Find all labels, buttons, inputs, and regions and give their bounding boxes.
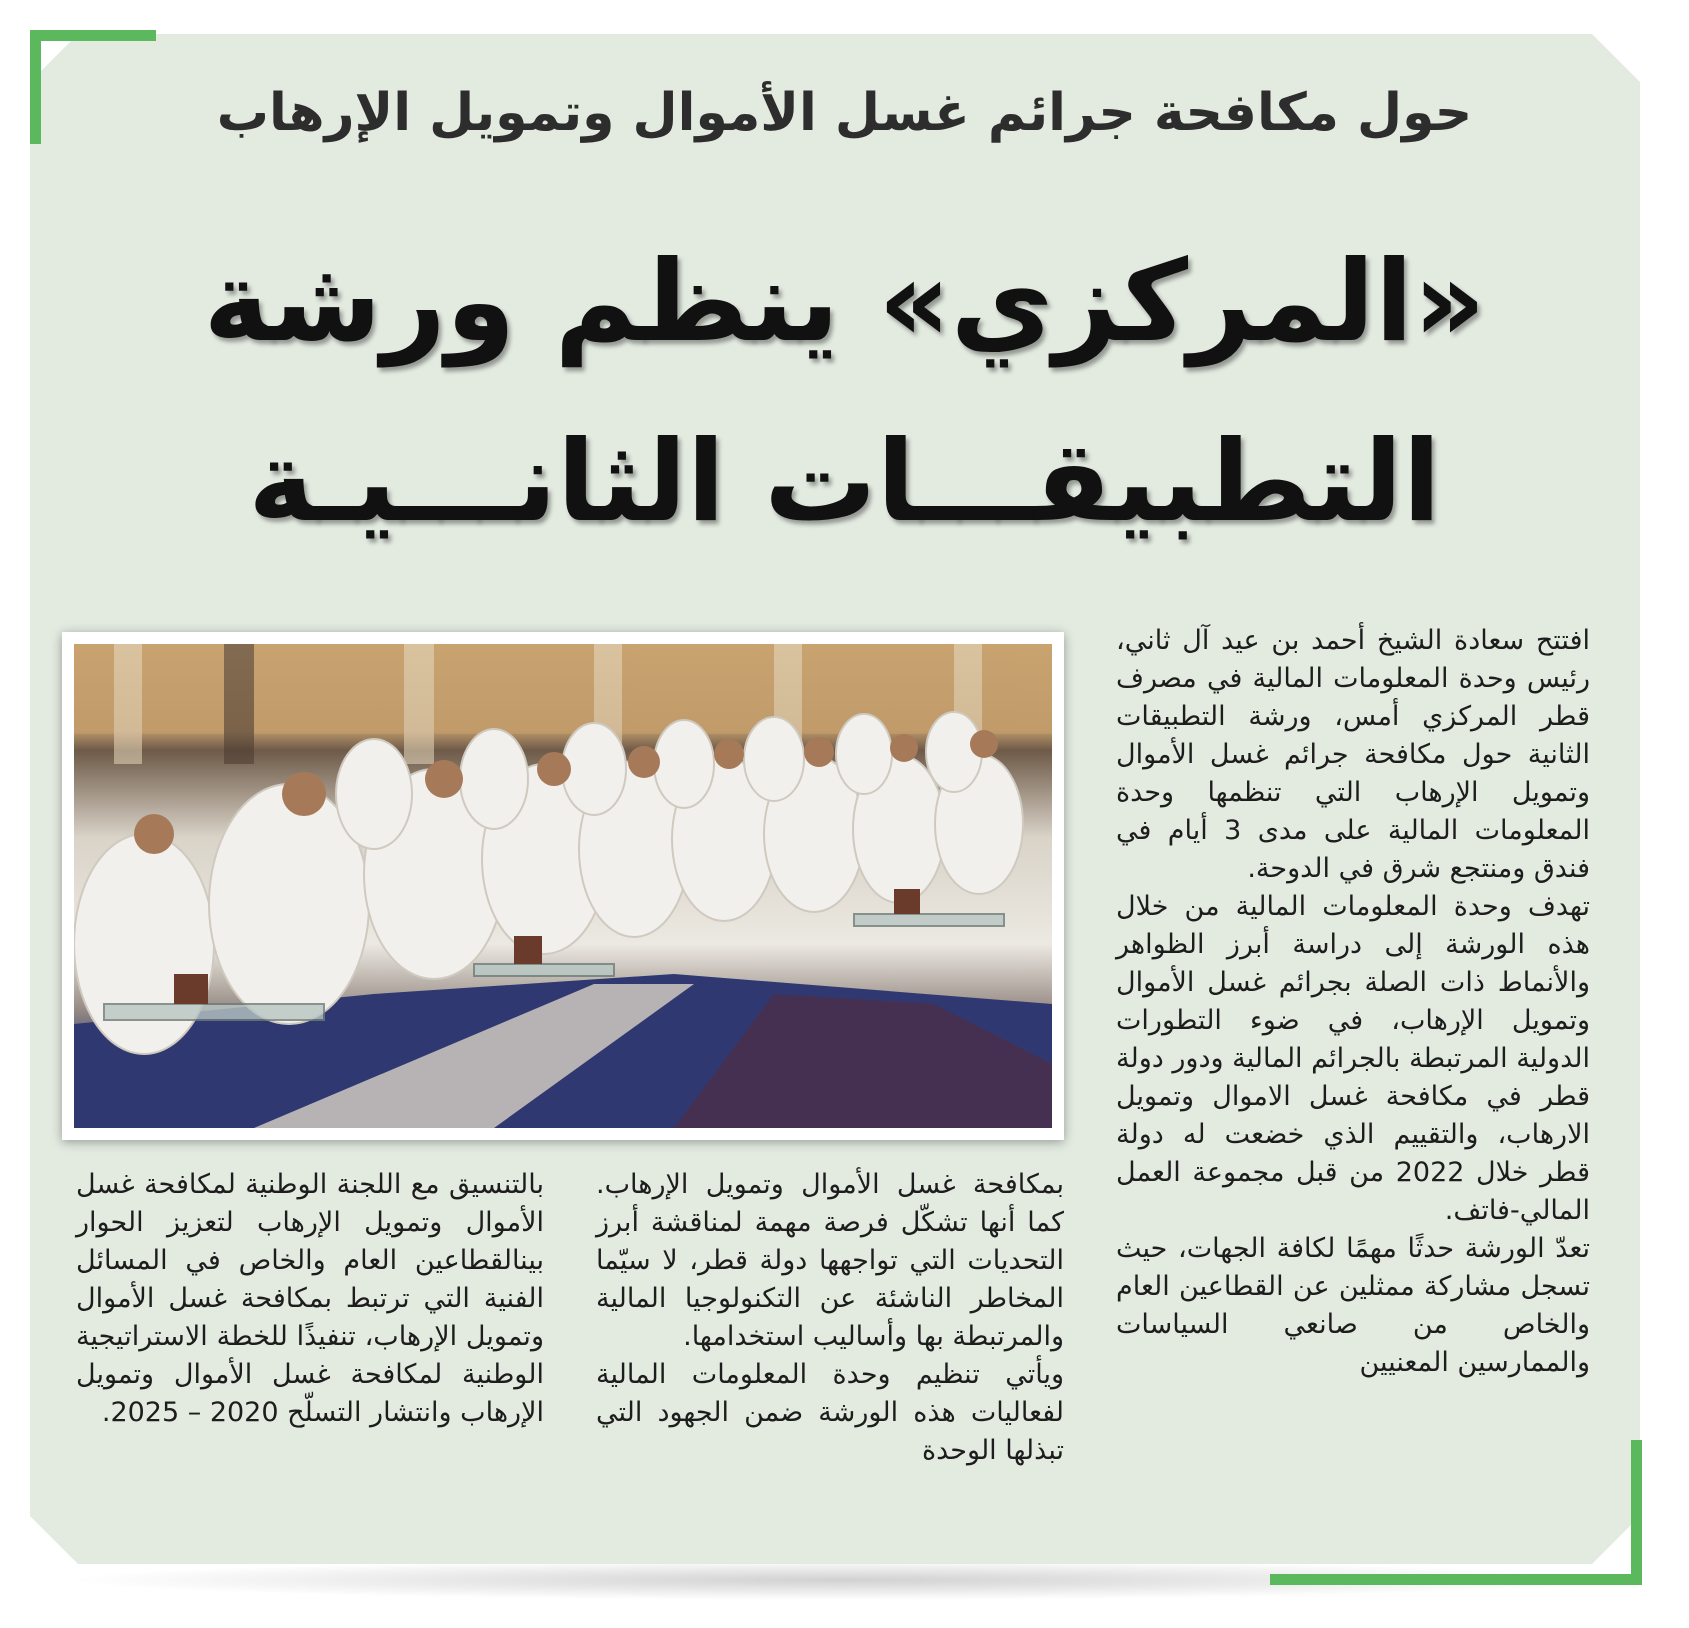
workshop-photo — [74, 644, 1052, 1128]
corner-accent-top-left-vertical — [30, 30, 41, 144]
corner-accent-bottom-right-horizontal — [1270, 1574, 1642, 1585]
article-kicker: حول مكافحة جرائم غسل الأموال وتمويل الإرهاب — [216, 83, 1473, 143]
workshop-photo-illustration — [74, 644, 1052, 1128]
headline-line-1: «المركزي» ينظم ورشة — [203, 237, 1486, 367]
corner-accent-bottom-right-vertical — [1631, 1440, 1642, 1585]
photo-frame — [62, 632, 1064, 1140]
article-column-left: بالتنسيق مع اللجنة الوطنية لمكافحة غسل الأموال وتمويل الإرهاب لتعزيز الحوار بينالقطاعين العام والخاص في المسائل الفنية التي ترتبط بمكافحة غسل الأموال وتمويل الإرهاب، تنفيذًا للخطة الاستراتيجية الوطنية لمكافحة غسل الأموال وتمويل الإرهاب وانتشار التسلّح 2020 – 2025. — [76, 1169, 544, 1428]
article-column-right: افتتح سعادة الشيخ أحمد بن عيد آل ثاني، رئيس وحدة المعلومات المالية في مصرف قطر المركزي أمس، ورشة التطبيقات الثانية حول مكافحة جرائم غسل الأموال وتمويل الإرهاب التي تنظمها وحدة المعلومات المالية على مدى 3 أيام في فندق ومنتجع شرق في الدوحة. تهدف وحدة المعلومات المالية من خلال هذه الورشة إلى دراسة أبرز الظواهر والأنماط ذات الصلة بجرائم غسل الأموال وتمويل الإرهاب، في ضوء التطورات الدولية المرتبطة بالجرائم المالية ودور دولة قطر في مكافحة غسل الاموال وتمويل الارهاب، والتقييم الذي خضعت له دولة قطر خلال 2022 من قبل مجموعة العمل المالي-فاتف. تعدّ الورشة حدثًا مهمًا لكافة الجهات، حيث تسجل مشاركة ممثلين عن القطاعين العام والخاص من صانعي السياسات والممارسين المعنيين — [1116, 625, 1590, 1378]
article-column-middle: بمكافحة غسل الأموال وتمويل الإرهاب. كما أنها تشكّل فرصة مهمة لمناقشة أبرز التحديات التي تواجهها دولة قطر، لا سيّما المخاطر الناشئة عن التكنولوجيا المالية والمرتبطة بها وأساليب استخدامها. ويأتي تنظيم وحدة المعلومات المالية لفعاليات هذه الورشة ضمن الجهود التي تبذلها الوحدة — [596, 1169, 1064, 1466]
corner-accent-top-left-horizontal — [30, 30, 156, 41]
headline-line-2: التطبيقـــات الثانـــيـة — [248, 417, 1441, 547]
